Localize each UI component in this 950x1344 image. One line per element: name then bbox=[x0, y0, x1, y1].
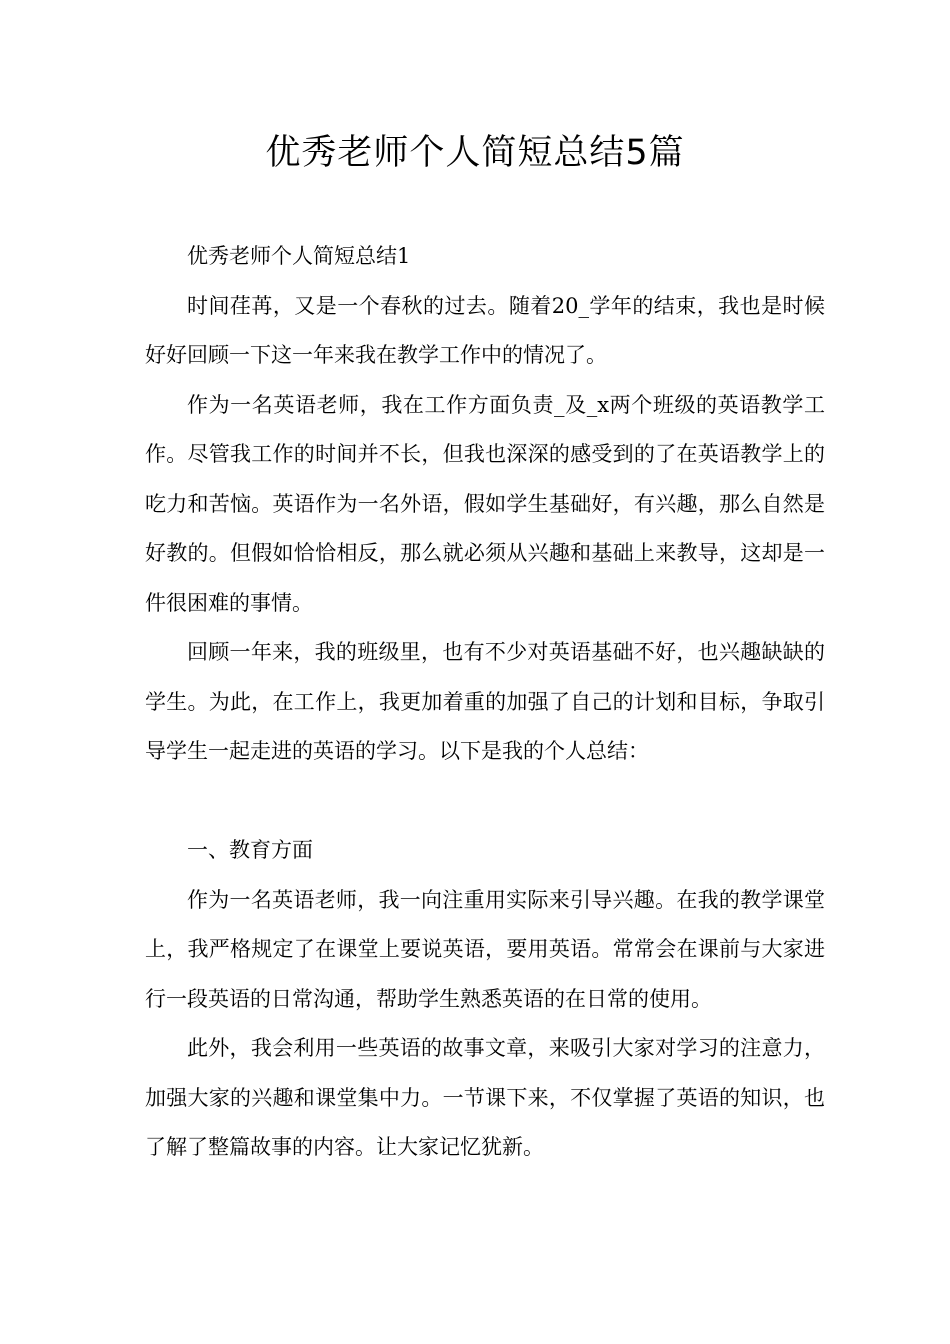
paragraph: 此外，我会利用一些英语的故事文章，来吸引大家对学习的注意力，加强大家的兴趣和课堂集中力。一节课下来，不仅掌握了英语的知识，也了解了整篇故事的内容。让大家记忆犹新。 bbox=[145, 1036, 825, 1159]
paragraph: 作为一名英语老师，我一向注重用实际来引导兴趣。在我的教学课堂上，我严格规定了在课堂上要说英语，要用英语。常常会在课前与大家进行一段英语的日常沟通，帮助学生熟悉英语的在日常的使用。 bbox=[145, 887, 825, 1011]
document-body bbox=[145, 232, 825, 1173]
paragraph: 回顾一年来，我的班级里，也有不少对英语基础不好，也兴趣缺缺的学生。为此，在工作上，我更加着重的加强了自己的计划和目标，争取引导学生一起走进的英语的学习。以下是我的个人总结： bbox=[145, 640, 825, 763]
paragraph: 作为一名英语老师，我在工作方面负责_及_x两个班级的英语教学工作。尽管我工作的时间并不长，但我也深深的感受到的了在英语教学上的吃力和苦恼。英语作为一名外语，假如学生基础好，有兴趣，那么自然是好教的。但假如恰恰相反，那么就必须从兴趣和基础上来教导，这却是一件很困难的事情。 bbox=[145, 392, 825, 615]
paragraph: 时间荏苒，又是一个春秋的过去。随着20_学年的结束，我也是时候好好回顾一下这一年来我在教学工作中的情况了。 bbox=[145, 293, 825, 367]
section-title: 优秀老师个人简短总结1 bbox=[187, 244, 411, 268]
blank-line bbox=[145, 777, 825, 827]
subheading: 一、教育方面 bbox=[187, 838, 313, 862]
document-title: 优秀老师个人简短总结5篇 bbox=[265, 133, 685, 173]
